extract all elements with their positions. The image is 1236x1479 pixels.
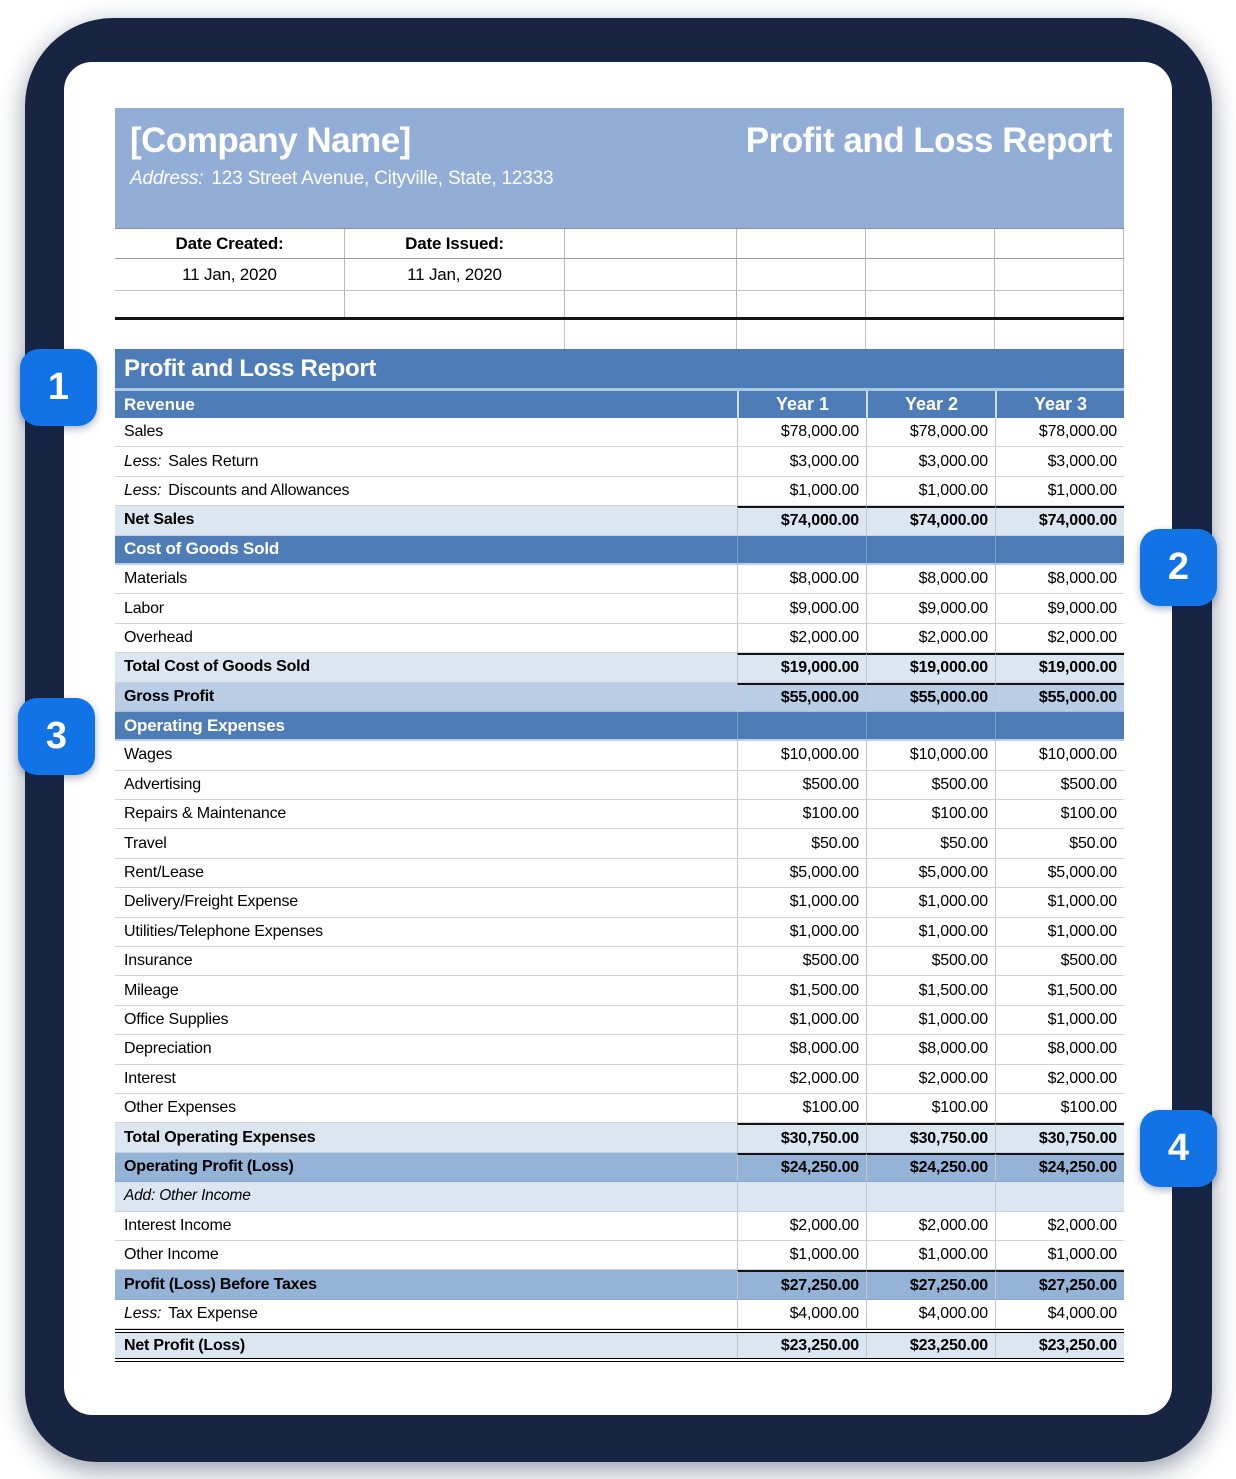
row-value: $1,000.00 <box>995 888 1124 917</box>
row-label: Utilities/Telephone Expenses <box>115 918 737 947</box>
empty-cell <box>995 259 1124 291</box>
table-row <box>115 477 1124 506</box>
annotation-badge-1 <box>20 349 97 426</box>
table-row <box>115 1329 1124 1362</box>
row-label: Labor <box>115 594 737 623</box>
row-value: $3,000.00 <box>995 447 1124 476</box>
date-issued-label: Date Issued: <box>345 229 565 259</box>
report-header-banner <box>115 108 1124 228</box>
row-label: Profit (Loss) Before Taxes <box>115 1270 737 1299</box>
row-value: $5,000.00 <box>995 859 1124 888</box>
report-page <box>64 62 1172 1415</box>
row-value: $1,000.00 <box>866 477 995 506</box>
date-table <box>115 228 1124 317</box>
row-value: $1,500.00 <box>737 976 866 1005</box>
row-label: Advertising <box>115 771 737 800</box>
row-value: $27,250.00 <box>995 1270 1124 1299</box>
row-value: $27,250.00 <box>737 1270 866 1299</box>
row-value: $1,000.00 <box>866 918 995 947</box>
row-value: $1,000.00 <box>866 888 995 917</box>
empty-cell <box>866 229 995 259</box>
address-value: 123 Street Avenue, Cityville, State, 12333 <box>211 168 554 190</box>
empty-cell <box>995 229 1124 259</box>
row-label: Other Expenses <box>115 1094 737 1123</box>
row-value: $8,000.00 <box>866 1035 995 1064</box>
table-row <box>115 1300 1124 1329</box>
row-value: $24,250.00 <box>737 1153 866 1182</box>
table-header-row <box>115 391 1124 418</box>
row-value <box>737 1182 866 1211</box>
row-value: $1,000.00 <box>737 1241 866 1270</box>
row-value <box>737 536 866 565</box>
row-value: $8,000.00 <box>995 1035 1124 1064</box>
table-row <box>115 976 1124 1005</box>
table-row <box>115 1270 1124 1299</box>
row-value: $100.00 <box>995 1094 1124 1123</box>
table-row <box>115 624 1124 653</box>
row-value: $1,000.00 <box>866 1006 995 1035</box>
row-value: $500.00 <box>866 947 995 976</box>
row-value: $74,000.00 <box>995 506 1124 535</box>
row-value: $5,000.00 <box>866 859 995 888</box>
row-label: Operating Expenses <box>115 712 737 741</box>
row-label: Materials <box>115 565 737 594</box>
row-label: Total Cost of Goods Sold <box>115 653 737 682</box>
table-row <box>115 741 1124 770</box>
row-label: Operating Profit (Loss) <box>115 1153 737 1182</box>
row-value: $8,000.00 <box>995 565 1124 594</box>
row-value: $500.00 <box>995 947 1124 976</box>
table-row <box>115 1182 1124 1211</box>
table-row <box>115 888 1124 917</box>
row-label: Interest Income <box>115 1212 737 1241</box>
empty-cell <box>737 291 866 317</box>
row-value: $4,000.00 <box>737 1300 866 1329</box>
row-value: $50.00 <box>737 829 866 858</box>
row-value: $10,000.00 <box>866 741 995 770</box>
table-row <box>115 1153 1124 1182</box>
row-label: Travel <box>115 829 737 858</box>
address-label: Address: <box>130 168 204 190</box>
table-row <box>115 653 1124 682</box>
row-value: $100.00 <box>737 800 866 829</box>
row-value: $1,000.00 <box>995 918 1124 947</box>
row-value: $8,000.00 <box>737 565 866 594</box>
table-row <box>115 536 1124 565</box>
row-value: $74,000.00 <box>866 506 995 535</box>
table-row <box>115 1241 1124 1270</box>
row-value: $55,000.00 <box>995 683 1124 712</box>
row-value: $9,000.00 <box>866 594 995 623</box>
date-issued-value: 11 Jan, 2020 <box>345 259 565 291</box>
table-row <box>115 683 1124 712</box>
row-value: $9,000.00 <box>995 594 1124 623</box>
row-value: $2,000.00 <box>737 624 866 653</box>
row-value: $500.00 <box>866 771 995 800</box>
row-value: $1,500.00 <box>866 976 995 1005</box>
row-label: Office Supplies <box>115 1006 737 1035</box>
row-value: $3,000.00 <box>866 447 995 476</box>
badge-number: 1 <box>47 366 70 408</box>
row-label: Repairs & Maintenance <box>115 800 737 829</box>
row-label: Total Operating Expenses <box>115 1123 737 1152</box>
table-body <box>115 418 1124 1362</box>
row-label: Gross Profit <box>115 683 737 712</box>
row-label: Rent/Lease <box>115 859 737 888</box>
row-label: Other Income <box>115 1241 737 1270</box>
row-value: $4,000.00 <box>866 1300 995 1329</box>
row-value: $10,000.00 <box>737 741 866 770</box>
row-value: $24,250.00 <box>866 1153 995 1182</box>
row-value: $78,000.00 <box>737 418 866 447</box>
row-value: $8,000.00 <box>737 1035 866 1064</box>
table-row <box>115 947 1124 976</box>
row-value: $1,000.00 <box>737 918 866 947</box>
row-value: $2,000.00 <box>737 1212 866 1241</box>
row-value: $1,000.00 <box>995 477 1124 506</box>
table-row <box>115 771 1124 800</box>
row-value: $2,000.00 <box>866 624 995 653</box>
row-value: $19,000.00 <box>737 653 866 682</box>
empty-cell <box>115 291 345 317</box>
row-label: Less: Discounts and Allowances <box>115 477 737 506</box>
row-label: Delivery/Freight Expense <box>115 888 737 917</box>
row-value: $23,250.00 <box>866 1333 995 1358</box>
row-value: $1,000.00 <box>995 1006 1124 1035</box>
table-row <box>115 506 1124 535</box>
empty-cell <box>565 229 737 259</box>
row-value: $30,750.00 <box>995 1123 1124 1152</box>
row-value: $500.00 <box>737 947 866 976</box>
table-row <box>115 1094 1124 1123</box>
row-value: $2,000.00 <box>995 624 1124 653</box>
row-value: $1,000.00 <box>995 1241 1124 1270</box>
row-value: $8,000.00 <box>866 565 995 594</box>
table-row <box>115 565 1124 594</box>
table-row <box>115 594 1124 623</box>
empty-grid-strip <box>115 320 1124 349</box>
row-value <box>866 536 995 565</box>
empty-cell <box>565 291 737 317</box>
table-row <box>115 712 1124 741</box>
row-value: $2,000.00 <box>866 1212 995 1241</box>
column-header-revenue: Revenue <box>124 394 195 414</box>
column-header-year3: Year 3 <box>995 391 1124 418</box>
row-value: $23,250.00 <box>737 1333 866 1358</box>
row-value: $50.00 <box>866 829 995 858</box>
report-title: Profit and Loss Report <box>745 121 1112 160</box>
badge-number: 2 <box>1167 546 1190 588</box>
row-label: Sales <box>115 418 737 447</box>
row-value <box>737 712 866 741</box>
table-row <box>115 1006 1124 1035</box>
row-value: $100.00 <box>866 800 995 829</box>
table-row <box>115 918 1124 947</box>
row-label: Net Sales <box>115 506 737 535</box>
row-value: $10,000.00 <box>995 741 1124 770</box>
row-value <box>995 1182 1124 1211</box>
row-value: $23,250.00 <box>995 1333 1124 1358</box>
company-name: [Company Name] <box>130 121 411 160</box>
table-row <box>115 447 1124 476</box>
row-value: $55,000.00 <box>866 683 995 712</box>
row-value: $2,000.00 <box>737 1065 866 1094</box>
row-value: $1,500.00 <box>995 976 1124 1005</box>
annotation-badge-3 <box>18 698 95 775</box>
row-value: $27,250.00 <box>866 1270 995 1299</box>
table-row <box>115 1065 1124 1094</box>
row-label: Net Profit (Loss) <box>115 1333 737 1358</box>
badge-number: 3 <box>45 715 68 757</box>
row-value: $100.00 <box>866 1094 995 1123</box>
row-value: $5,000.00 <box>737 859 866 888</box>
row-value: $2,000.00 <box>995 1212 1124 1241</box>
badge-number: 4 <box>1167 1127 1190 1169</box>
empty-cell <box>737 229 866 259</box>
table-row <box>115 800 1124 829</box>
row-value: $1,000.00 <box>737 477 866 506</box>
row-value: $24,250.00 <box>995 1153 1124 1182</box>
row-value: $2,000.00 <box>995 1065 1124 1094</box>
annotation-badge-2 <box>1140 529 1217 606</box>
row-value: $100.00 <box>995 800 1124 829</box>
row-value: $1,000.00 <box>737 1006 866 1035</box>
row-label: Less: Tax Expense <box>115 1300 737 1329</box>
row-value: $19,000.00 <box>995 653 1124 682</box>
row-label: Depreciation <box>115 1035 737 1064</box>
table-row <box>115 1123 1124 1152</box>
table-row <box>115 1212 1124 1241</box>
row-value: $500.00 <box>737 771 866 800</box>
date-created-label: Date Created: <box>115 229 345 259</box>
row-value <box>866 712 995 741</box>
row-label: Mileage <box>115 976 737 1005</box>
row-value: $3,000.00 <box>737 447 866 476</box>
row-label: Wages <box>115 741 737 770</box>
row-label: Less: Sales Return <box>115 447 737 476</box>
row-label: Interest <box>115 1065 737 1094</box>
row-value: $9,000.00 <box>737 594 866 623</box>
empty-cell <box>565 259 737 291</box>
table-row <box>115 1035 1124 1064</box>
row-value: $19,000.00 <box>866 653 995 682</box>
address-line <box>130 168 1112 190</box>
table-row <box>115 418 1124 447</box>
row-label: Overhead <box>115 624 737 653</box>
empty-cell <box>866 259 995 291</box>
row-value: $55,000.00 <box>737 683 866 712</box>
column-header-year1: Year 1 <box>737 391 866 418</box>
row-value: $78,000.00 <box>995 418 1124 447</box>
row-value: $74,000.00 <box>737 506 866 535</box>
row-value: $4,000.00 <box>995 1300 1124 1329</box>
table-row <box>115 859 1124 888</box>
row-value: $500.00 <box>995 771 1124 800</box>
row-value: $2,000.00 <box>866 1065 995 1094</box>
row-value <box>995 712 1124 741</box>
row-label: Cost of Goods Sold <box>115 536 737 565</box>
row-value: $30,750.00 <box>737 1123 866 1152</box>
empty-cell <box>737 259 866 291</box>
date-created-value: 11 Jan, 2020 <box>115 259 345 291</box>
row-label: Insurance <box>115 947 737 976</box>
row-value: $78,000.00 <box>866 418 995 447</box>
row-value: $100.00 <box>737 1094 866 1123</box>
row-label: Add: Other Income <box>115 1182 737 1211</box>
row-value: $1,000.00 <box>737 888 866 917</box>
table-title: Profit and Loss Report <box>115 349 1124 391</box>
empty-cell <box>995 291 1124 317</box>
empty-cell <box>866 291 995 317</box>
column-header-year2: Year 2 <box>866 391 995 418</box>
profit-loss-table <box>115 349 1124 1362</box>
annotation-badge-4 <box>1140 1110 1217 1187</box>
row-value: $50.00 <box>995 829 1124 858</box>
empty-cell <box>345 291 565 317</box>
table-row <box>115 829 1124 858</box>
row-value: $30,750.00 <box>866 1123 995 1152</box>
row-value <box>995 536 1124 565</box>
row-value: $1,000.00 <box>866 1241 995 1270</box>
row-value <box>866 1182 995 1211</box>
